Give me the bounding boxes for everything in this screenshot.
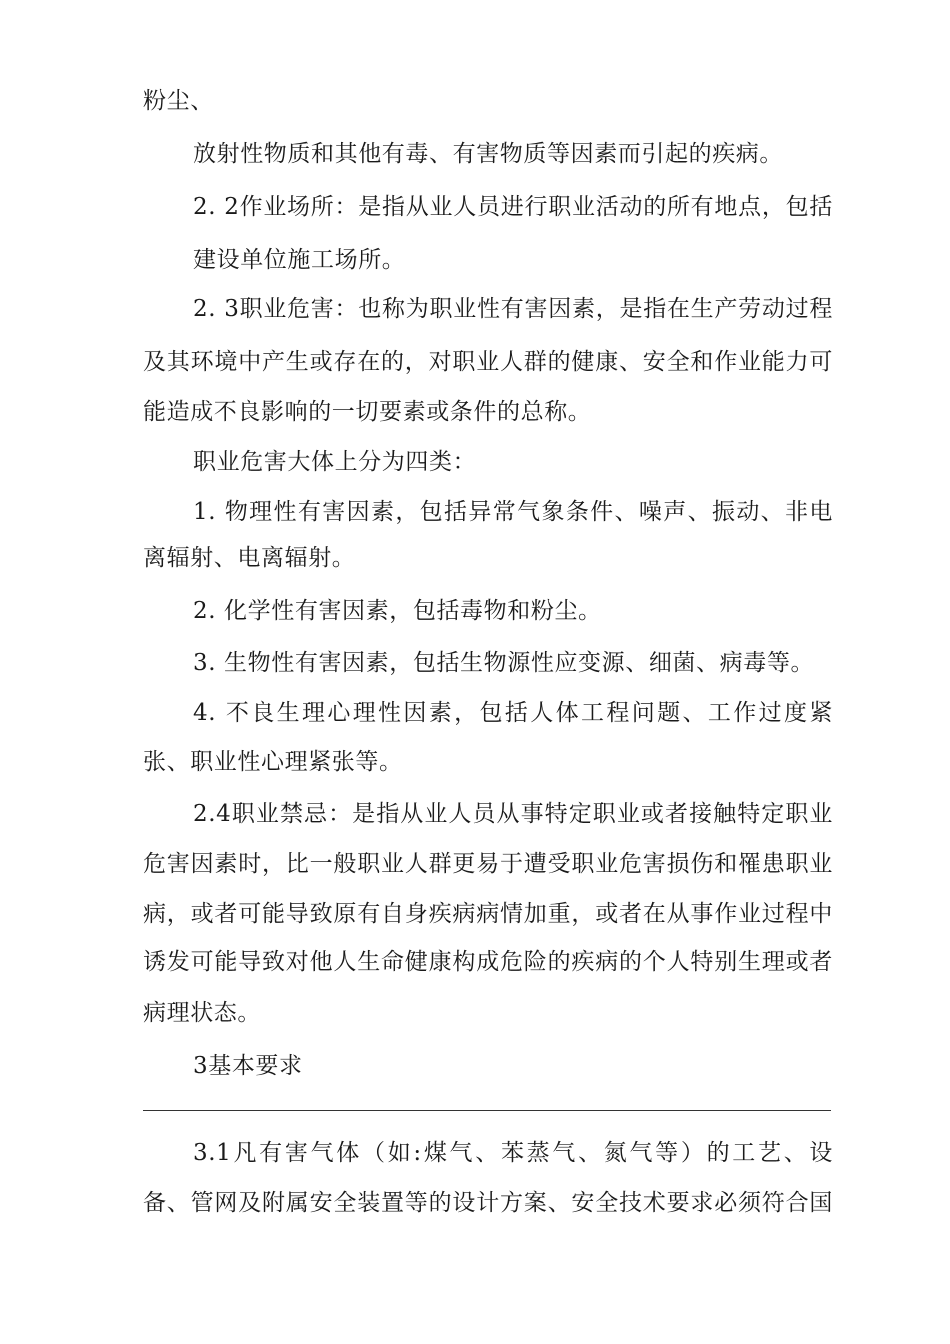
- text-line: 离辐射、电离辐射。: [143, 545, 356, 571]
- text-line: 2. 2作业场所：是指从业人员进行职业活动的所有地点，包括: [193, 194, 833, 220]
- text-line: 1. 物理性有害因素，包括异常气象条件、噪声、振动、非电: [193, 499, 833, 525]
- text-line: 备、管网及附属安全装置等的设计方案、安全技术要求必须符合国: [143, 1190, 833, 1216]
- text-line: 2.4职业禁忌：是指从业人员从事特定职业或者接触特定职业: [193, 801, 833, 827]
- text-line: 能造成不良影响的一切要素或条件的总称。: [143, 399, 592, 425]
- text-line: 粉尘、: [143, 88, 214, 114]
- text-line: 病，或者可能导致原有自身疾病病情加重，或者在从事作业过程中: [143, 901, 833, 927]
- text-line: 诱发可能导致对他人生命健康构成危险的疾病的个人特别生理或者: [143, 949, 833, 975]
- text-line: 职业危害大体上分为四类：: [193, 449, 477, 475]
- text-line: 危害因素时，比一般职业人群更易于遭受职业危害损伤和罹患职业: [143, 851, 833, 877]
- text-line: 建设单位施工场所。: [193, 247, 406, 273]
- section-heading: 3基本要求: [193, 1053, 303, 1079]
- text-line: 4. 不良生理心理性因素，包括人体工程问题、工作过度紧: [193, 700, 833, 726]
- text-line: 2. 化学性有害因素，包括毒物和粉尘。: [193, 598, 602, 624]
- text-line: 3. 生物性有害因素，包括生物源性应变源、细菌、病毒等。: [193, 650, 815, 676]
- text-line: 3.1凡有害气体（如:煤气、苯蒸气、氮气等）的工艺、设: [193, 1140, 833, 1166]
- text-line: 2. 3职业危害：也称为职业性有害因素，是指在生产劳动过程: [193, 296, 833, 322]
- text-line: 张、职业性心理紧张等。: [143, 749, 403, 775]
- text-line: 病理状态。: [143, 1000, 261, 1026]
- horizontal-divider: [143, 1110, 831, 1111]
- text-line: 及其环境中产生或存在的，对职业人群的健康、安全和作业能力可: [143, 349, 833, 375]
- text-line: 放射性物质和其他有毒、有害物质等因素而引起的疾病。: [193, 141, 783, 167]
